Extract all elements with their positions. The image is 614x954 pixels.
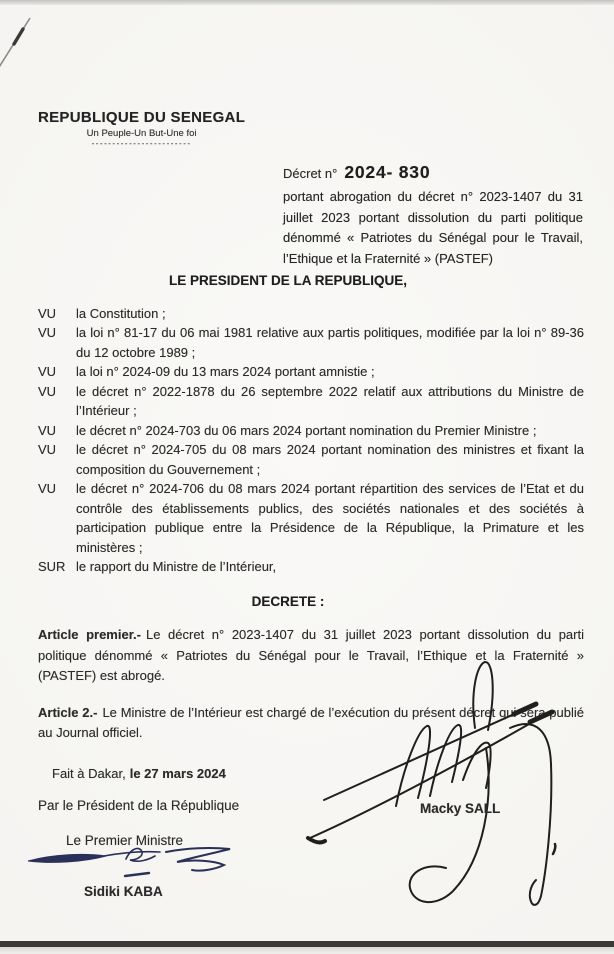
signature-left-title: Par le Président de la République — [38, 798, 240, 813]
president-heading: LE PRESIDENT DE LA REPUBLIQUE, — [168, 273, 408, 288]
visa-item — [38, 304, 584, 324]
place-label: Fait à Dakar, — [52, 765, 126, 781]
visa-list — [38, 304, 584, 577]
national-motto: Un Peuple-Un But-Une foi — [86, 128, 197, 139]
decree-subject: portant abrogation du décret n° 2023-1407 du 31 juillet 2023 portant dissolution du parti politique dénommé « Patriotes du Sénégal pour le Travail, l’Ethique et la Fraternité » (PASTEF) — [283, 189, 583, 266]
visa-label: VU — [38, 325, 57, 340]
visa-item — [38, 557, 584, 577]
visa-label: VU — [38, 442, 57, 457]
signature-left-subtitle: Le Premier Ministre — [66, 833, 184, 848]
date-label: le 27 mars 2024 — [129, 765, 226, 781]
visa-item — [38, 362, 584, 382]
visa-item — [38, 479, 584, 557]
motto-divider: ------------------------ — [91, 139, 192, 148]
article-2-label: Article 2.- — [38, 704, 98, 720]
visa-label: VU — [38, 422, 57, 438]
visa-text: la loi n° 2024-09 du 13 mars 2024 portant amnistie ; — [76, 364, 375, 379]
visa-text: la loi n° 81-17 du 06 mai 1981 relative aux partis politiques, modifiée par la loi n° 89-36 du 12 octobre 1989 ; — [76, 325, 584, 360]
visa-item — [38, 323, 584, 362]
article-2-text: Le Ministre de l’Intérieur est chargé de l’exécution du présent décret qui sera publié au Journal officiel. — [38, 704, 584, 740]
article-premier-label: Article premier.- — [38, 627, 141, 642]
signature-right-name: Macky SALL — [420, 801, 501, 816]
decree-number-label: Décret n° — [283, 166, 338, 181]
decrete-heading: DECRETE : — [251, 593, 325, 609]
visa-label: VU — [38, 383, 57, 399]
staple-mark-icon — [0, 6, 40, 76]
visa-text: le décret n° 2024-703 du 06 mars 2024 portant nomination du Premier Ministre ; — [76, 422, 537, 438]
decree-number: 2024- 830 — [344, 162, 431, 182]
visa-text: le décret n° 2022-1878 du 26 septembre 2022 relatif aux attributions du Ministre de l’Intérieur ; — [76, 383, 584, 418]
visa-label: VU — [38, 305, 57, 321]
president-signature-icon — [300, 648, 570, 920]
decree-heading-block — [283, 162, 583, 269]
scan-edge-top — [0, 0, 614, 5]
visa-item — [38, 382, 584, 421]
letterhead — [38, 109, 245, 148]
visa-text: le rapport du Ministre de l’Intérieur, — [76, 559, 277, 574]
visa-label: VU — [38, 481, 57, 496]
visa-label: VU — [38, 364, 57, 379]
country-name: REPUBLIQUE DU SENEGAL — [38, 109, 246, 126]
decree-number-line — [283, 162, 583, 183]
visa-text: le décret n° 2024-705 du 08 mars 2024 portant nomination des ministres et fixant la composition du Gouvernement ; — [76, 442, 584, 477]
visa-text: le décret n° 2024-706 du 08 mars 2024 portant répartition des services de l’Etat et du contrôle des établissements publics, des sociétés nationales et des sociétés à participation publique entre la Présidence de la République, la Primature et les ministères ; — [76, 481, 584, 555]
article-premier-text: Le décret n° 2023-1407 du 31 juillet 2023 portant dissolution du parti politique dénommé « Patriotes du Sénégal pour le Travail, l’Ethique et la Fraternité » (PASTEF) est abrogé. — [38, 627, 584, 683]
visa-text: la Constitution ; — [76, 305, 166, 321]
visa-label: SUR — [38, 559, 66, 574]
scan-edge-bottom-fade — [0, 947, 614, 954]
visa-item — [38, 421, 584, 441]
signature-left-name: Sidiki KABA — [84, 884, 163, 899]
visa-item — [38, 440, 584, 479]
